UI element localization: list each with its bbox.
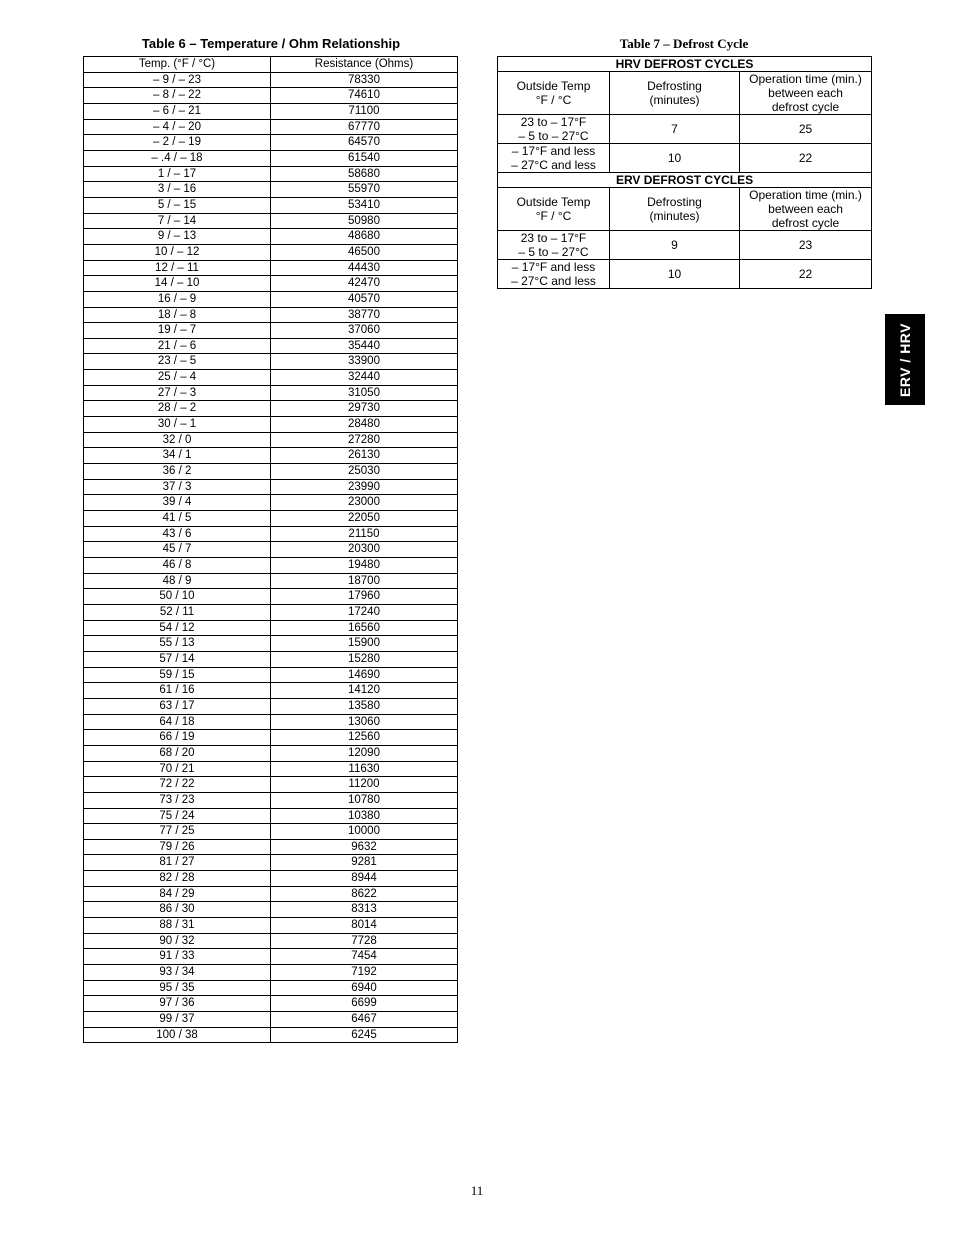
temp-cell: 61 / 16 (84, 683, 271, 699)
table-row (84, 260, 458, 276)
table-row (84, 949, 458, 965)
resistance-cell: 14690 (271, 667, 458, 683)
table-row (84, 667, 458, 683)
resistance-cell: 19480 (271, 558, 458, 574)
temp-cell: – 9 / – 23 (84, 72, 271, 88)
table-row (498, 144, 872, 173)
outside-temp-header: Outside Temp °F / °C (498, 188, 610, 231)
temp-cell: 3 / – 16 (84, 182, 271, 198)
table-row (84, 135, 458, 151)
resistance-cell: 50980 (271, 213, 458, 229)
temp-cell: 70 / 21 (84, 761, 271, 777)
resistance-cell: 6699 (271, 996, 458, 1012)
resistance-cell: 55970 (271, 182, 458, 198)
resistance-cell: 38770 (271, 307, 458, 323)
table-row (84, 244, 458, 260)
temp-cell: 36 / 2 (84, 464, 271, 480)
temp-cell: 9 / – 13 (84, 229, 271, 245)
resistance-cell: 8622 (271, 886, 458, 902)
resistance-cell: 11200 (271, 777, 458, 793)
table-row (84, 88, 458, 104)
outside-temp-cell: – 17°F and less – 27°C and less (498, 260, 610, 289)
resistance-cell: 42470 (271, 276, 458, 292)
table-row (84, 166, 458, 182)
temp-cell: 18 / – 8 (84, 307, 271, 323)
resistance-cell: 7454 (271, 949, 458, 965)
temp-cell: 41 / 5 (84, 511, 271, 527)
resistance-cell: 11630 (271, 761, 458, 777)
resistance-cell: 12560 (271, 730, 458, 746)
resistance-cell: 27280 (271, 432, 458, 448)
temp-cell: 88 / 31 (84, 918, 271, 934)
temp-cell: 28 / – 2 (84, 401, 271, 417)
temp-cell: – 2 / – 19 (84, 135, 271, 151)
table-row (84, 511, 458, 527)
table-row (84, 432, 458, 448)
temp-cell: – 6 / – 21 (84, 103, 271, 119)
table-row (498, 231, 872, 260)
temp-cell: 82 / 28 (84, 871, 271, 887)
table-row (84, 808, 458, 824)
table-header-row (498, 188, 872, 231)
operation-time-cell: 22 (740, 144, 872, 173)
resistance-cell: 25030 (271, 464, 458, 480)
resistance-cell: 23990 (271, 479, 458, 495)
temp-cell: 68 / 20 (84, 745, 271, 761)
resistance-cell: 18700 (271, 573, 458, 589)
temp-cell: 19 / – 7 (84, 323, 271, 339)
defrosting-header: Defrosting (minutes) (610, 188, 740, 231)
temp-column-header: Temp. (°F / °C) (84, 57, 271, 73)
table-row (84, 651, 458, 667)
resistance-cell: 48680 (271, 229, 458, 245)
table-row (84, 182, 458, 198)
table-row (84, 291, 458, 307)
resistance-cell: 37060 (271, 323, 458, 339)
operation-time-header: Operation time (min.) between each defrost cycle (740, 188, 872, 231)
table-row (84, 965, 458, 981)
table-row (84, 448, 458, 464)
table-row (84, 824, 458, 840)
resistance-cell: 64570 (271, 135, 458, 151)
temp-cell: 77 / 25 (84, 824, 271, 840)
outside-temp-header: Outside Temp °F / °C (498, 72, 610, 115)
table7-title: Table 7 – Defrost Cycle (619, 36, 749, 51)
table-row (84, 558, 458, 574)
table-row (84, 542, 458, 558)
resistance-cell: 58680 (271, 166, 458, 182)
table-row (84, 1012, 458, 1028)
temp-cell: 66 / 19 (84, 730, 271, 746)
table-row (84, 902, 458, 918)
resistance-cell: 8313 (271, 902, 458, 918)
defrosting-cell: 10 (610, 144, 740, 173)
temperature-ohm-table-body (84, 72, 458, 1043)
temp-cell: 10 / – 12 (84, 244, 271, 260)
temp-cell: 91 / 33 (84, 949, 271, 965)
temp-cell: 75 / 24 (84, 808, 271, 824)
temp-cell: 93 / 34 (84, 965, 271, 981)
temp-cell: 97 / 36 (84, 996, 271, 1012)
temp-cell: 16 / – 9 (84, 291, 271, 307)
table-row (84, 464, 458, 480)
temp-cell: 72 / 22 (84, 777, 271, 793)
table-row (84, 495, 458, 511)
resistance-cell: 13580 (271, 698, 458, 714)
table-row (84, 150, 458, 166)
resistance-cell: 78330 (271, 72, 458, 88)
resistance-cell: 12090 (271, 745, 458, 761)
table-row (84, 479, 458, 495)
temp-cell: 90 / 32 (84, 933, 271, 949)
table-row (84, 620, 458, 636)
table-row (84, 229, 458, 245)
resistance-cell: 8014 (271, 918, 458, 934)
resistance-cell: 29730 (271, 401, 458, 417)
temperature-ohm-table (83, 56, 458, 1043)
temp-cell: 100 / 38 (84, 1027, 271, 1043)
outside-temp-cell: 23 to – 17°F – 5 to – 27°C (498, 115, 610, 144)
hrv-section-heading: HRV DEFROST CYCLES (498, 57, 872, 72)
defrost-cycle-table (497, 56, 872, 289)
temp-cell: 79 / 26 (84, 839, 271, 855)
temp-cell: 86 / 30 (84, 902, 271, 918)
resistance-cell: 61540 (271, 150, 458, 166)
resistance-cell: 40570 (271, 291, 458, 307)
temp-cell: 59 / 15 (84, 667, 271, 683)
resistance-cell: 20300 (271, 542, 458, 558)
table-row (84, 933, 458, 949)
temp-cell: 95 / 35 (84, 980, 271, 996)
operation-time-cell: 22 (740, 260, 872, 289)
defrosting-cell: 7 (610, 115, 740, 144)
table-row (84, 745, 458, 761)
temp-cell: 27 / – 3 (84, 385, 271, 401)
resistance-cell: 21150 (271, 526, 458, 542)
temp-cell: 37 / 3 (84, 479, 271, 495)
table-row (84, 72, 458, 88)
resistance-cell: 14120 (271, 683, 458, 699)
resistance-cell: 8944 (271, 871, 458, 887)
resistance-cell: 10380 (271, 808, 458, 824)
table-row (498, 115, 872, 144)
page-number: 11 (470, 1183, 484, 1198)
resistance-cell: 7728 (271, 933, 458, 949)
table-row (498, 260, 872, 289)
temp-cell: 34 / 1 (84, 448, 271, 464)
resistance-cell: 31050 (271, 385, 458, 401)
temp-cell: 46 / 8 (84, 558, 271, 574)
table-row (84, 604, 458, 620)
temp-cell: 52 / 11 (84, 604, 271, 620)
temp-cell: 25 / – 4 (84, 370, 271, 386)
resistance-cell: 28480 (271, 417, 458, 433)
resistance-cell: 10780 (271, 792, 458, 808)
table-row (84, 323, 458, 339)
resistance-cell: 23000 (271, 495, 458, 511)
table-row (84, 683, 458, 699)
table-row (84, 871, 458, 887)
resistance-cell: 53410 (271, 197, 458, 213)
resistance-cell: 15280 (271, 651, 458, 667)
resistance-cell: 74610 (271, 88, 458, 104)
temp-cell: 84 / 29 (84, 886, 271, 902)
table-row (84, 698, 458, 714)
temp-cell: 5 / – 15 (84, 197, 271, 213)
section-side-tab (885, 314, 925, 405)
resistance-column-header: Resistance (Ohms) (271, 57, 458, 73)
table-header-row (498, 72, 872, 115)
resistance-cell: 22050 (271, 511, 458, 527)
table-row (84, 761, 458, 777)
defrosting-cell: 10 (610, 260, 740, 289)
table-row (84, 573, 458, 589)
operation-time-header: Operation time (min.) between each defrost cycle (740, 72, 872, 115)
table-row (84, 276, 458, 292)
table-row (84, 980, 458, 996)
resistance-cell: 17240 (271, 604, 458, 620)
temp-cell: – 4 / – 20 (84, 119, 271, 135)
temp-cell: – .4 / – 18 (84, 150, 271, 166)
resistance-cell: 7192 (271, 965, 458, 981)
defrosting-cell: 9 (610, 231, 740, 260)
temp-cell: 54 / 12 (84, 620, 271, 636)
table-row (84, 730, 458, 746)
resistance-cell: 33900 (271, 354, 458, 370)
operation-time-cell: 23 (740, 231, 872, 260)
table-row (84, 338, 458, 354)
table-row (84, 354, 458, 370)
table-row (84, 370, 458, 386)
temp-cell: 50 / 10 (84, 589, 271, 605)
temp-cell: 14 / – 10 (84, 276, 271, 292)
table-row (84, 714, 458, 730)
temp-cell: – 8 / – 22 (84, 88, 271, 104)
resistance-cell: 44430 (271, 260, 458, 276)
temp-cell: 73 / 23 (84, 792, 271, 808)
side-tab-label: ERV / HRV (897, 322, 913, 397)
temp-cell: 32 / 0 (84, 432, 271, 448)
resistance-cell: 13060 (271, 714, 458, 730)
temp-cell: 64 / 18 (84, 714, 271, 730)
temp-cell: 63 / 17 (84, 698, 271, 714)
resistance-cell: 15900 (271, 636, 458, 652)
table-header-row (84, 57, 458, 73)
section-heading-row (498, 173, 872, 188)
temp-cell: 21 / – 6 (84, 338, 271, 354)
temp-cell: 55 / 13 (84, 636, 271, 652)
resistance-cell: 16560 (271, 620, 458, 636)
erv-section-heading: ERV DEFROST CYCLES (498, 173, 872, 188)
table-row (84, 1027, 458, 1043)
outside-temp-cell: – 17°F and less – 27°C and less (498, 144, 610, 173)
resistance-cell: 6467 (271, 1012, 458, 1028)
resistance-cell: 6245 (271, 1027, 458, 1043)
resistance-cell: 35440 (271, 338, 458, 354)
table-row (84, 307, 458, 323)
table-row (84, 855, 458, 871)
temp-cell: 23 / – 5 (84, 354, 271, 370)
temp-cell: 43 / 6 (84, 526, 271, 542)
resistance-cell: 67770 (271, 119, 458, 135)
temp-cell: 48 / 9 (84, 573, 271, 589)
table6-title: Table 6 – Temperature / Ohm Relationship (141, 36, 401, 51)
table-row (84, 996, 458, 1012)
temp-cell: 12 / – 11 (84, 260, 271, 276)
temp-cell: 39 / 4 (84, 495, 271, 511)
temp-cell: 1 / – 17 (84, 166, 271, 182)
table-row (84, 385, 458, 401)
temp-cell: 99 / 37 (84, 1012, 271, 1028)
defrosting-header: Defrosting (minutes) (610, 72, 740, 115)
table-row (84, 213, 458, 229)
table-row (84, 777, 458, 793)
table-row (84, 918, 458, 934)
operation-time-cell: 25 (740, 115, 872, 144)
table-row (84, 636, 458, 652)
resistance-cell: 9632 (271, 839, 458, 855)
temp-cell: 30 / – 1 (84, 417, 271, 433)
resistance-cell: 26130 (271, 448, 458, 464)
temp-cell: 7 / – 14 (84, 213, 271, 229)
table-row (84, 119, 458, 135)
resistance-cell: 71100 (271, 103, 458, 119)
outside-temp-cell: 23 to – 17°F – 5 to – 27°C (498, 231, 610, 260)
table-row (84, 103, 458, 119)
table-row (84, 886, 458, 902)
resistance-cell: 9281 (271, 855, 458, 871)
resistance-cell: 6940 (271, 980, 458, 996)
table-row (84, 589, 458, 605)
table-row (84, 197, 458, 213)
resistance-cell: 46500 (271, 244, 458, 260)
temp-cell: 45 / 7 (84, 542, 271, 558)
section-heading-row (498, 57, 872, 72)
table-row (84, 417, 458, 433)
temp-cell: 57 / 14 (84, 651, 271, 667)
resistance-cell: 10000 (271, 824, 458, 840)
resistance-cell: 17960 (271, 589, 458, 605)
temp-cell: 81 / 27 (84, 855, 271, 871)
table-row (84, 792, 458, 808)
resistance-cell: 32440 (271, 370, 458, 386)
table-row (84, 839, 458, 855)
table-row (84, 401, 458, 417)
table-row (84, 526, 458, 542)
